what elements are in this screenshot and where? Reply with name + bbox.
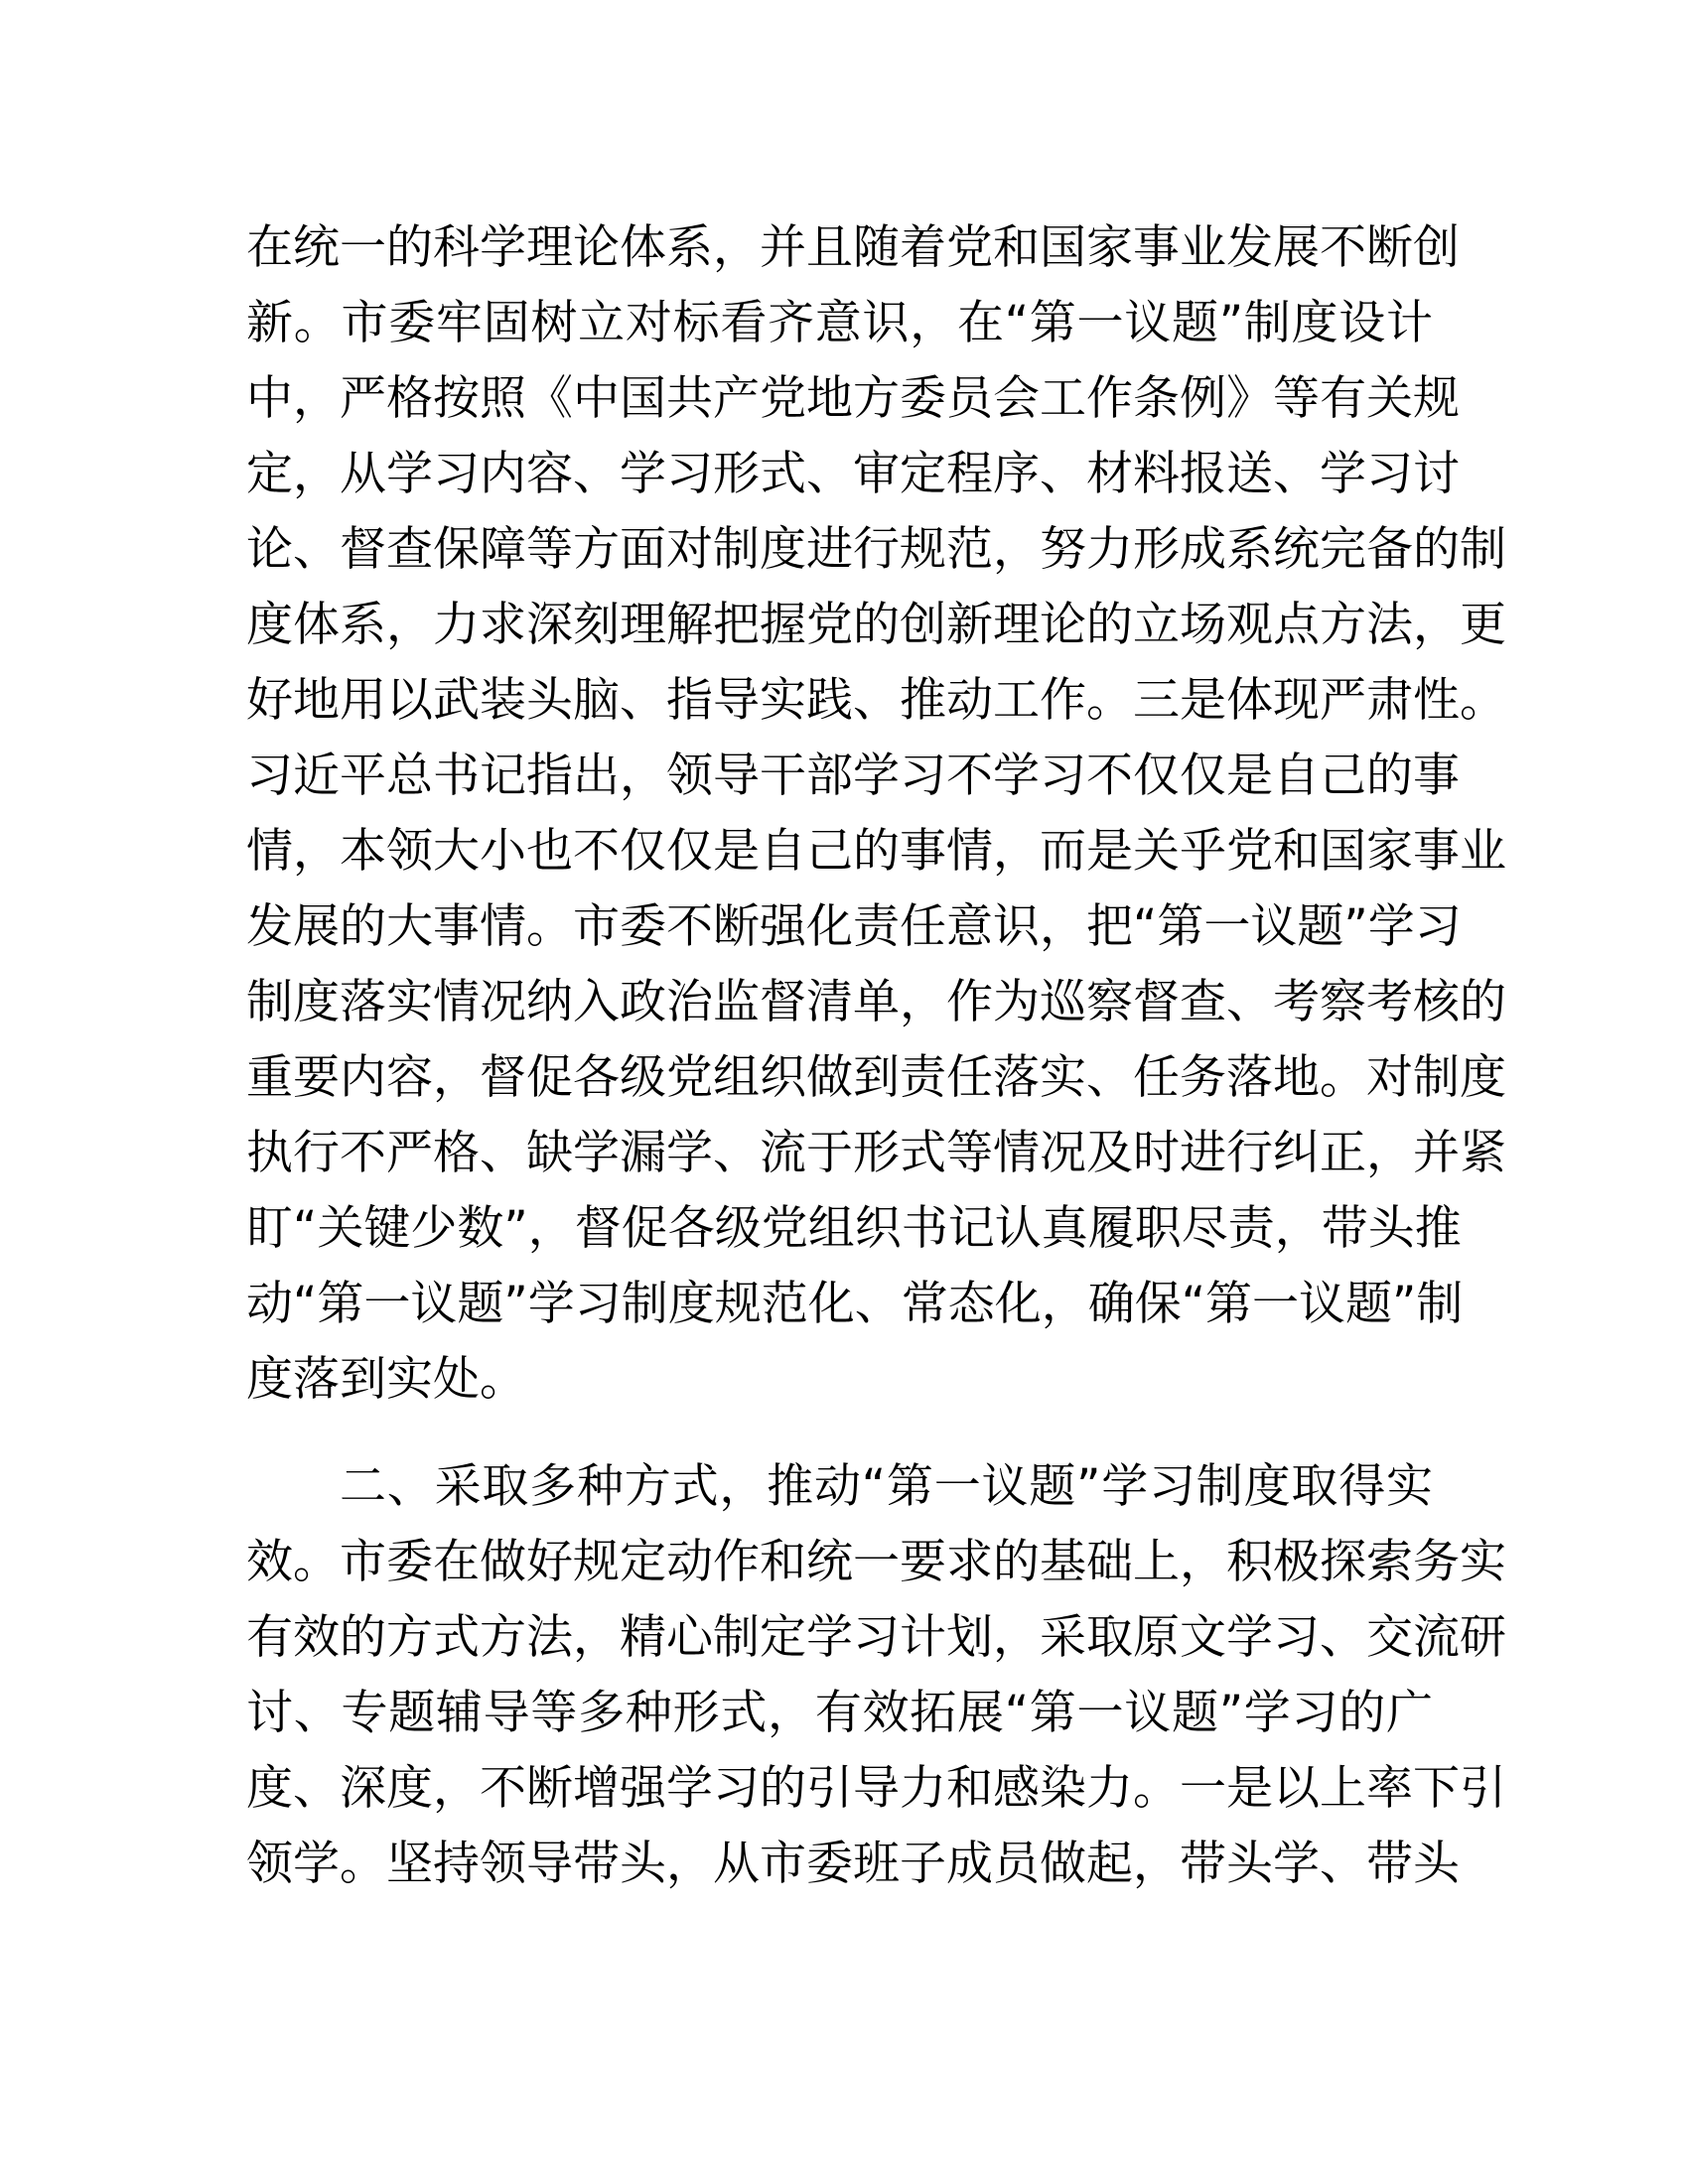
text-line: 好地用以武装头脑、指导实践、推动工作。三是体现严肃性。 — [246, 673, 1506, 728]
text-line: 论、督查保障等方面对制度进行规范，努力形成系统完备的制 — [246, 522, 1506, 577]
text-line: 领学。坚持领导带头，从市委班子成员做起，带头学、带头 — [246, 1837, 1460, 1891]
text-line: 在统一的科学理论体系，并且随着党和国家事业发展不断创 — [246, 220, 1460, 275]
paragraph-1 — [246, 210, 1506, 1418]
paragraph-2 — [246, 1449, 1506, 1902]
text-line: 新。市委牢固树立对标看齐意识，在“第一议题”制度设计 — [246, 296, 1433, 350]
text-line: 度落到实处。 — [246, 1352, 526, 1407]
text-line: 度、深度，不断增强学习的引导力和感染力。一是以上率下引 — [246, 1761, 1506, 1816]
text-line: 二、采取多种方式，推动“第一议题”学习制度取得实 — [340, 1459, 1433, 1514]
text-line: 定，从学习内容、学习形式、审定程序、材料报送、学习讨 — [246, 447, 1460, 501]
text-line: 制度落实情况纳入政治监督清单，作为巡察督查、考察考核的 — [246, 975, 1506, 1029]
text-line: 执行不严格、缺学漏学、流于形式等情况及时进行纠正，并紧 — [246, 1126, 1506, 1180]
text-line: 动“第一议题”学习制度规范化、常态化，确保“第一议题”制 — [246, 1277, 1464, 1331]
text-line: 讨、专题辅导等多种形式，有效拓展“第一议题”学习的广 — [246, 1686, 1433, 1740]
body-text — [246, 210, 1506, 1902]
text-line: 盯“关键少数”，督促各级党组织书记认真履职尽责，带头推 — [246, 1201, 1462, 1256]
text-line: 习近平总书记指出，领导干部学习不学习不仅仅是自己的事 — [246, 749, 1460, 803]
text-line: 效。市委在做好规定动作和统一要求的基础上，积极探索务实 — [246, 1535, 1506, 1589]
text-line: 情，本领大小也不仅仅是自己的事情，而是关乎党和国家事业 — [246, 824, 1506, 879]
text-line: 有效的方式方法，精心制定学习计划，采取原文学习、交流研 — [246, 1610, 1506, 1665]
text-line: 中，严格按照《中国共产党地方委员会工作条例》等有关规 — [246, 371, 1460, 426]
text-line: 度体系，力求深刻理解把握党的创新理论的立场观点方法，更 — [246, 598, 1506, 652]
text-line: 重要内容，督促各级党组织做到责任落实、任务落地。对制度 — [246, 1050, 1506, 1105]
text-line: 发展的大事情。市委不断强化责任意识，把“第一议题”学习 — [246, 899, 1462, 954]
